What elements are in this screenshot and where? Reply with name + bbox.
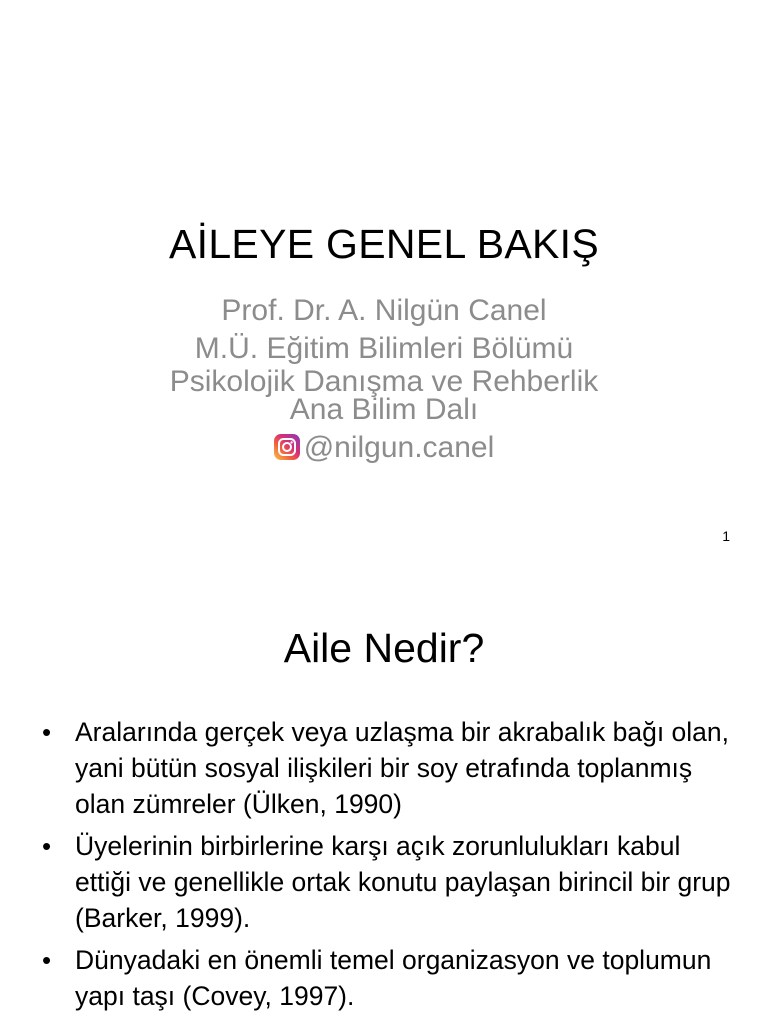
author-name: Prof. Dr. A. Nilgün Canel [221, 294, 547, 327]
slide-title: AİLEYE GENEL BAKIŞ [168, 221, 599, 267]
program: Psikolojik Danışma ve Rehberlik [169, 365, 599, 398]
bullet-icon: • [42, 945, 52, 975]
bullet-item [40, 942, 740, 1014]
bullet-icon: • [42, 831, 52, 861]
author-block [0, 292, 768, 466]
social-handle-text: @nilgun.canel [303, 431, 495, 464]
instagram-icon [274, 434, 300, 460]
social-handle-row [0, 430, 768, 466]
bullet-list [40, 714, 740, 1020]
division: Ana Bilim Dalı [289, 393, 479, 426]
department: M.Ü. Eğitim Bilimleri Bölümü [194, 332, 574, 365]
bullet-text: Aralarında gerçek veya uzlaşma bir akrabalık bağı olan, yani bütün sosyal ilişkileri bir soy etrafında toplanmış olan zümreler (Ülken, 1990) [75, 717, 730, 819]
bullet-icon: • [42, 717, 52, 747]
bullet-item [40, 714, 740, 822]
bullet-text: Dünyadaki en önemli temel organizasyon ve toplumun yapı taşı (Covey, 1997). [75, 945, 712, 1011]
slide-title: Aile Nedir? [283, 625, 485, 671]
page-number: 1 [722, 528, 730, 544]
bullet-text: Üyelerinin birbirlerine karşı açık zorunlulukları kabul ettiği ve genellikle ortak konutu paylaşan birincil bir grup (Barker, 1999). [75, 831, 731, 933]
slide-2 [0, 560, 768, 1024]
bullet-item [40, 828, 740, 936]
